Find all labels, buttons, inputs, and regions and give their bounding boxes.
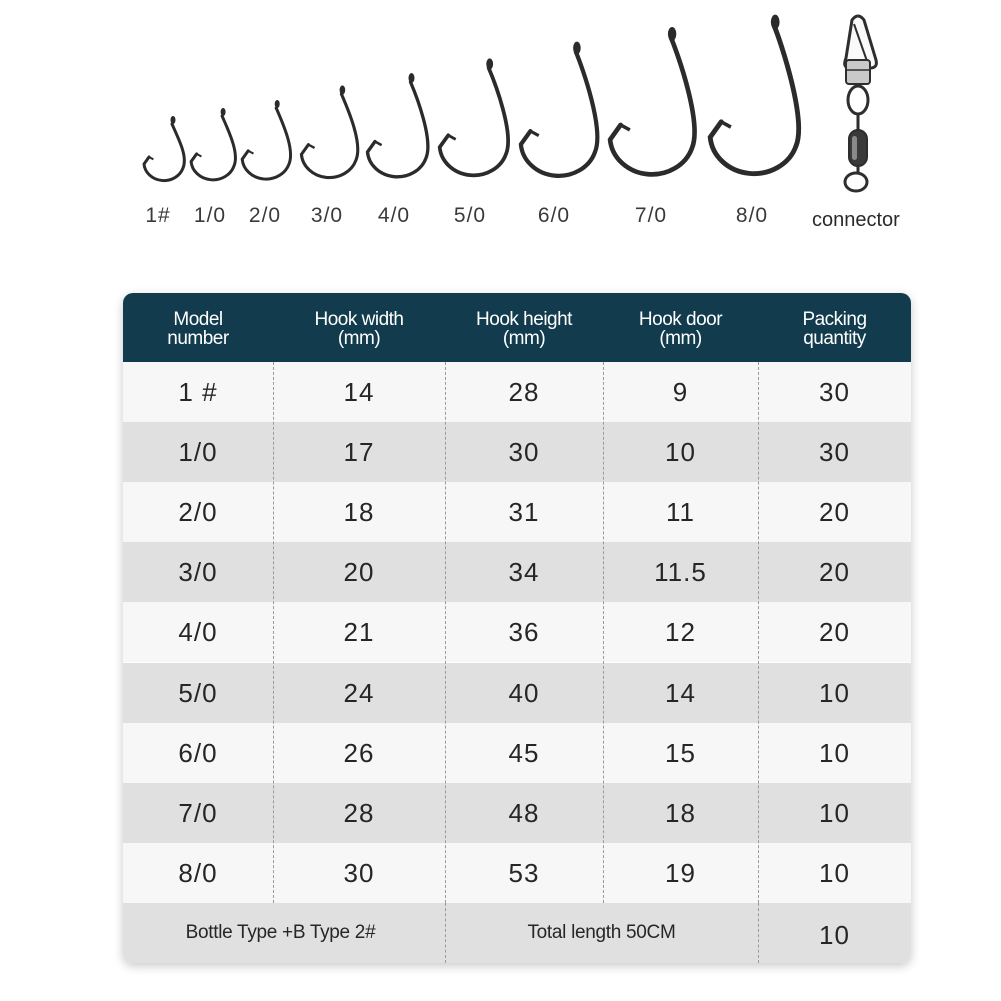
hook-8-0-icon <box>710 15 798 174</box>
cell-model: 2/0 <box>178 497 218 528</box>
cell-hook-door: 10 <box>665 437 696 468</box>
cell-hook-height: 40 <box>508 677 540 708</box>
cell-model: 1/0 <box>178 437 218 468</box>
cell-model: 7/0 <box>178 797 218 828</box>
cell-hook-door: 19 <box>665 857 696 888</box>
footer-model: Bottle Type +B Type 2# <box>185 922 376 943</box>
connector-label: connector <box>812 209 900 231</box>
hook-size-label: 2/0 <box>248 204 282 227</box>
cell-hook-width: 14 <box>343 377 375 407</box>
column-divider <box>603 362 604 903</box>
table-row <box>123 783 911 843</box>
table-row <box>123 602 911 662</box>
column-divider <box>445 903 446 963</box>
cell-hook-width: 26 <box>343 737 375 768</box>
hook-7-0-icon <box>610 27 694 174</box>
cell-hook-width: 18 <box>343 497 375 528</box>
header-packing-quantity: Packing quantity <box>802 309 867 349</box>
header-model-number: Model number <box>167 309 229 349</box>
cell-hook-height: 30 <box>508 437 540 468</box>
cell-hook-height: 28 <box>508 377 540 407</box>
column-divider <box>273 362 274 903</box>
header-hook-height: Hook height (mm) <box>476 309 572 349</box>
cell-hook-height: 53 <box>508 857 540 888</box>
table-row <box>123 362 911 422</box>
table-row <box>123 422 911 482</box>
table-footer-row <box>123 903 911 963</box>
cell-hook-door: 11 <box>666 497 695 528</box>
spec-table <box>123 293 911 963</box>
hook-size-label: 7/0 <box>634 204 668 227</box>
footer-length: Total length 50CM <box>527 922 676 943</box>
cell-hook-height: 34 <box>508 557 540 588</box>
cell-packing-qty: 20 <box>819 617 850 648</box>
table-header <box>123 293 911 362</box>
swivel-snap-icon <box>845 16 877 191</box>
table-row <box>123 482 911 542</box>
cell-packing-qty: 30 <box>819 437 850 468</box>
cell-hook-door: 9 <box>672 377 689 407</box>
table-row <box>123 843 911 903</box>
cell-packing-qty: 10 <box>819 857 850 888</box>
hook-1-icon <box>144 116 184 181</box>
column-divider <box>758 362 759 903</box>
cell-hook-height: 45 <box>508 737 540 768</box>
cell-hook-width: 30 <box>343 857 375 888</box>
cell-packing-qty: 10 <box>819 737 850 768</box>
cell-model: 8/0 <box>178 857 218 888</box>
cell-hook-width: 17 <box>343 437 375 468</box>
cell-packing-qty: 20 <box>819 557 850 588</box>
cell-model: 1 # <box>178 377 218 407</box>
cell-packing-qty: 30 <box>819 377 850 407</box>
header-hook-door: Hook door (mm) <box>638 309 723 349</box>
hook-size-label: 1/0 <box>193 204 227 227</box>
cell-hook-door: 18 <box>665 797 696 828</box>
hooks-illustration <box>0 0 1001 200</box>
hook-size-label: 5/0 <box>453 204 487 227</box>
hook-size-label: 6/0 <box>537 204 571 227</box>
hook-3-0-icon <box>301 85 357 177</box>
hook-size-label: 3/0 <box>310 204 344 227</box>
cell-hook-width: 28 <box>343 797 375 828</box>
hook-size-label: 8/0 <box>735 204 769 227</box>
footer-quantity: 10 <box>819 920 850 950</box>
table-row <box>123 542 911 602</box>
hook-1-0-icon <box>191 108 235 180</box>
hook-2-0-icon <box>242 100 290 179</box>
column-divider <box>758 903 759 963</box>
cell-hook-width: 20 <box>343 557 375 588</box>
cell-hook-door: 12 <box>665 617 696 648</box>
cell-packing-qty: 20 <box>819 497 850 528</box>
cell-packing-qty: 10 <box>819 797 850 828</box>
cell-hook-width: 24 <box>343 677 375 708</box>
cell-model: 4/0 <box>178 617 218 648</box>
header-hook-width: Hook width (mm) <box>314 309 404 349</box>
cell-hook-height: 36 <box>508 617 540 648</box>
column-divider <box>445 362 446 903</box>
hook-4-0-icon <box>368 73 428 177</box>
table-row <box>123 723 911 783</box>
hook-size-label: 4/0 <box>377 204 411 227</box>
hook-5-0-icon <box>440 58 508 175</box>
cell-hook-height: 48 <box>508 797 540 828</box>
cell-hook-door: 11.5 <box>654 557 707 588</box>
cell-hook-height: 31 <box>508 497 540 528</box>
table-row <box>123 663 911 723</box>
cell-hook-door: 15 <box>665 737 696 768</box>
cell-hook-door: 14 <box>665 677 696 708</box>
hook-6-0-icon <box>521 42 597 176</box>
hooks-strip <box>0 0 1001 250</box>
cell-model: 6/0 <box>178 737 218 768</box>
cell-model: 3/0 <box>178 557 218 588</box>
hook-size-label: 1# <box>145 204 171 227</box>
cell-packing-qty: 10 <box>819 677 850 708</box>
cell-model: 5/0 <box>178 677 218 708</box>
cell-hook-width: 21 <box>343 617 375 648</box>
